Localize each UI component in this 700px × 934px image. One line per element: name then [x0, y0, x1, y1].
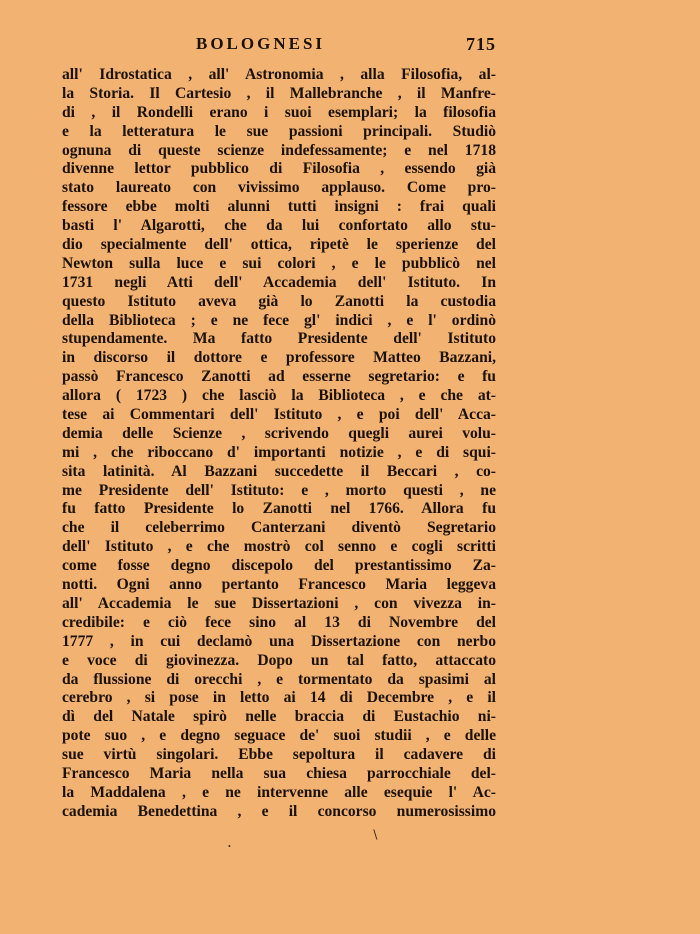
text-line: come fosse degno discepolo del prestantissimo Za- [62, 557, 496, 575]
text-line: passò Francesco Zanotti ad esserne segretario: e fu [62, 368, 496, 386]
text-line: ognuna di queste scienze indefessamente; e nel 1718 [62, 141, 496, 159]
body-text [62, 66, 496, 822]
text-line: mi , che riboccano d' importanti notizie , e di squi- [62, 443, 496, 461]
text-line: di , il Rondelli erano i suoi esemplari; la filosofia [62, 103, 496, 121]
text-line: da flussione di orecchi , e tormentato da spasimi al [62, 670, 496, 688]
text-line: stupendamente. Ma fatto Presidente dell' Istituto [62, 330, 496, 348]
text-line: e la letteratura le sue passioni principali. Studiò [62, 122, 496, 140]
text-line: e voce di giovinezza. Dopo un tal fatto, attaccato [62, 651, 496, 669]
text-line: che il celeberrimo Canterzani diventò Segretario [62, 519, 496, 537]
running-header [62, 34, 496, 56]
text-line: notti. Ogni anno pertanto Francesco Maria leggeva [62, 576, 496, 594]
text-line: in discorso il dottore e professore Matteo Bazzani, [62, 349, 496, 367]
text-line: 1731 negli Atti dell' Accademia dell' Istituto. In [62, 273, 496, 291]
page-number: 715 [466, 34, 496, 54]
text-line: stato laureato con vivissimo applauso. Come pro- [62, 179, 496, 197]
text-line: sue virtù singolari. Ebbe sepoltura il cadavere di [62, 746, 496, 764]
text-line: sita latinità. Al Bazzani succedette il Beccari , co- [62, 462, 496, 480]
text-line: cademia Benedettina , e il concorso numerosissimo [62, 802, 496, 820]
text-line: Newton sulla luce e sui colori , e le pubblicò nel [62, 254, 496, 272]
text-line: la Maddalena , e ne intervenne alle esequie l' Ac- [62, 783, 496, 801]
text-line: dio specialmente dell' ottica, ripetè le sperienze del [62, 236, 496, 254]
ink-dot: • [228, 842, 231, 851]
text-line: me Presidente dell' Istituto: e , morto questi , ne [62, 481, 496, 499]
text-line: dell' Istituto , e che mostrò col senno e cogli scritti [62, 538, 496, 556]
text-line: all' Idrostatica , all' Astronomia , alla Filosofia, al- [62, 66, 496, 83]
text-line: fu fatto Presidente lo Zanotti nel 1766. Allora fu [62, 500, 496, 518]
text-line: tese ai Commentari dell' Istituto , e poi dell' Acca- [62, 406, 496, 424]
text-line: pote suo , e degno seguace de' suoi studii , e delle [62, 727, 496, 745]
text-line: Francesco Maria nella sua chiesa parrocchiale del- [62, 764, 496, 782]
running-title: BOLOGNESI [196, 34, 326, 53]
text-line: 1777 , in cui declamò una Dissertazione con nerbo [62, 632, 496, 650]
text-line: all' Accademia le sue Dissertazioni , con vivezza in- [62, 594, 496, 612]
text-line: la Storia. Il Cartesio , il Mallebranche , il Manfre- [62, 84, 496, 102]
text-line: della Biblioteca ; e ne fece gl' indici , e l' ordinò [62, 311, 496, 329]
text-line: fessore ebbe molti alunni tutti insigni : frai quali [62, 198, 496, 216]
text-line: allora ( 1723 ) che lasciò la Biblioteca , e che at- [62, 387, 496, 405]
text-line: divenne lettor pubblico di Filosofia , essendo già [62, 160, 496, 178]
text-line: questo Istituto aveva già lo Zanotti la custodia [62, 292, 496, 310]
text-line: dì del Natale spirò nelle braccia di Eustachio ni- [62, 708, 496, 726]
text-line: cerebro , si pose in letto ai 14 di Decembre , e il [62, 689, 496, 707]
text-line: demia delle Scienze , scrivendo quegli aurei volu- [62, 424, 496, 442]
text-line: basti l' Algarotti, che da lui confortato allo stu- [62, 217, 496, 235]
ink-speck: ∖ [371, 828, 379, 842]
text-line: credibile: e ciò fece sino al 13 di Novembre del [62, 613, 496, 631]
